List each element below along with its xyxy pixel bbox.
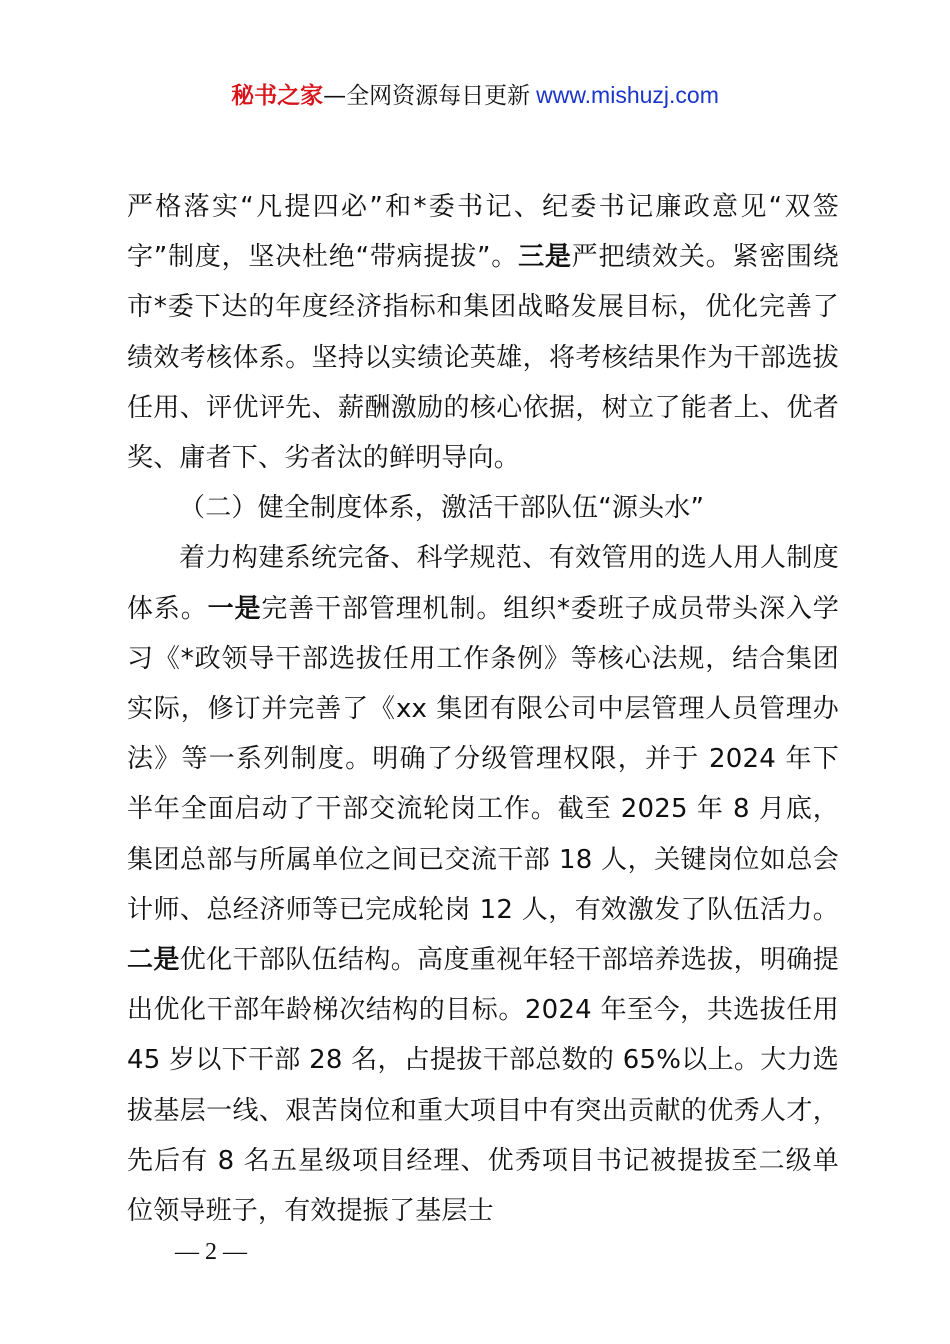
document-body (127, 182, 839, 1236)
paragraph-2-text-2: 完善干部管理机制。组织*委班子成员带头深入学习《*政领导干部选拔任用工作条例》等核心法规，结合集团实际，修订并完善了《xx 集团有限公司中层管理人员管理办法》等一系列制度。明确了分级管理权限，并于 2024 年下半年全面启动了干部交流轮岗工作。截至 2025 年 8 月底，集团总部与所属单位之间已交流干部 18 人，关键岗位如总会计师、总经济师等已完成轮岗 12 人，有效激发了队伍活力。 (127, 593, 840, 925)
paragraph-1 (127, 182, 839, 483)
header-tagline: —全网资源每日更新 (323, 83, 531, 109)
paragraph-2-bold-2: 二是 (127, 945, 180, 976)
page-header (0, 78, 950, 113)
paragraph-2 (127, 533, 839, 1236)
paragraph-1-text-1: 严格落实“凡提四必”和*委书记、纪委书记廉政意见“双签字”制度，坚决杜绝“带病提拔”。 (127, 192, 839, 273)
page-number: — 2 — (175, 1239, 247, 1265)
site-url[interactable]: www.mishuzj.com (536, 82, 719, 108)
paragraph-1-bold-1: 三是 (518, 242, 572, 273)
paragraph-2-text-3: 优化干部队伍结构。高度重视年轻干部培养选拔，明确提出优化干部年龄梯次结构的目标。2024 年至今，共选拔任用 45 岁以下干部 28 名，占提拔干部总数的 65%以上。大力选拔基层一线、艰苦岗位和重大项目中有突出贡献的优秀人才，先后有 8 名五星级项目经理、优秀项目书记被提拔至二级单位领导班子，有效提振了基层士 (127, 945, 839, 1227)
paragraph-2-bold-1: 一是 (207, 593, 262, 624)
paragraph-1-text-2: 严把绩效关。紧密围绕市*委下达的年度经济指标和集团战略发展目标，优化完善了绩效考核体系。坚持以实绩论英雄，将考核结果作为干部选拔任用、评优评先、薪酬激励的核心依据，树立了能者上、优者奖、庸者下、劣者汰的鲜明导向。 (127, 242, 839, 474)
paragraph-2-text-1: 着力构建系统完备、科学规范、有效管用的选人用人制度体系。 (127, 543, 839, 624)
brand-name: 秘书之家 (231, 83, 324, 109)
section-heading: （二）健全制度体系，激活干部队伍“源头水” (179, 493, 705, 524)
